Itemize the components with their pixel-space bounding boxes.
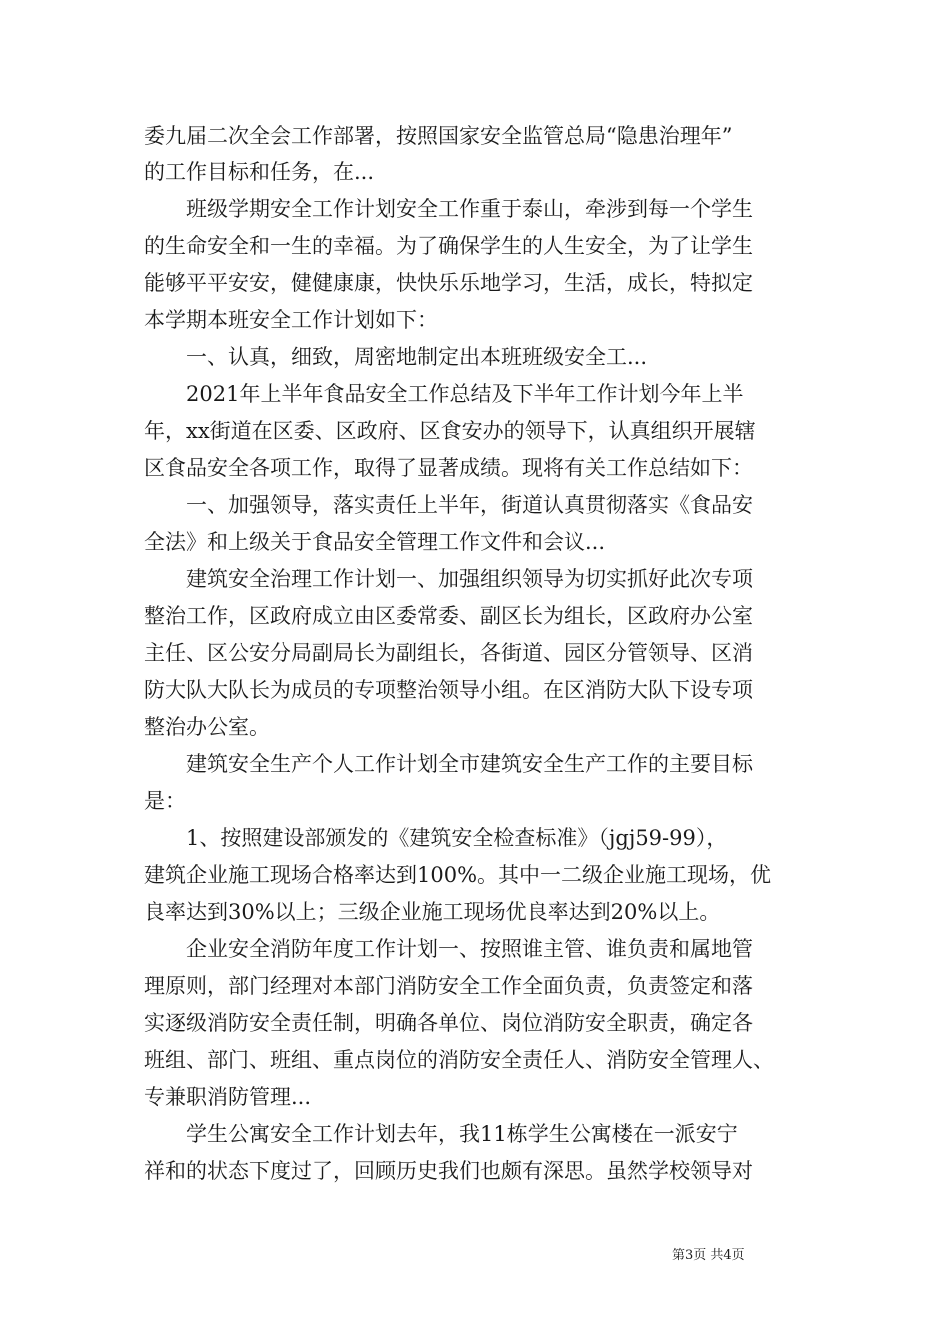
text-line: 祥和的状态下度过了，回顾历史我们也颇有深思。虽然学校领导对 bbox=[144, 1159, 753, 1183]
text-line: 委九届二次全会工作部署，按照国家安全监管总局“隐患治理年” bbox=[144, 124, 733, 148]
text-line: 区食品安全各项工作，取得了显著成绩。现将有关工作总结如下： bbox=[144, 456, 753, 480]
text-line: 实逐级消防安全责任制，明确各单位、岗位消防安全职责，确定各 bbox=[144, 1011, 753, 1035]
text-line: 整治工作，区政府成立由区委常委、副区长为组长，区政府办公室 bbox=[144, 604, 753, 628]
text-line: 一、加强领导，落实责任上半年，街道认真贯彻落实《食品安 bbox=[144, 493, 753, 517]
text-line: 年，xx街道在区委、区政府、区食安办的领导下，认真组织开展辖 bbox=[144, 419, 756, 443]
text-line: 本学期本班安全工作计划如下： bbox=[144, 308, 438, 332]
text-line: 的生命安全和一生的幸福。为了确保学生的人生安全，为了让学生 bbox=[144, 234, 753, 258]
text-line: 整治办公室。 bbox=[144, 715, 270, 739]
text-line: 1、按照建设部颁发的《建筑安全检查标准》（jgj59-99）， bbox=[144, 826, 728, 850]
text-line: 全法》和上级关于食品安全管理工作文件和会议... bbox=[144, 530, 606, 554]
text-line: 理原则，部门经理对本部门消防安全工作全面负责，负责签定和落 bbox=[144, 974, 753, 998]
text-line: 企业安全消防年度工作计划一、按照谁主管、谁负责和属地管 bbox=[144, 937, 753, 961]
text-line: 一、认真，细致，周密地制定出本班班级安全工... bbox=[144, 345, 648, 369]
text-line: 防大队大队长为成员的专项整治领导小组。在区消防大队下设专项 bbox=[144, 678, 753, 702]
text-line: 的工作目标和任务，在... bbox=[144, 160, 375, 184]
text-line: 班组、部门、班组、重点岗位的消防安全责任人、消防安全管理人、 bbox=[144, 1048, 774, 1072]
text-line: 是： bbox=[144, 789, 186, 813]
text-line: 2021年上半年食品安全工作总结及下半年工作计划今年上半 bbox=[144, 382, 744, 406]
text-line: 建筑安全生产个人工作计划全市建筑安全生产工作的主要目标 bbox=[144, 752, 753, 776]
text-line: 主任、区公安分局副局长为副组长，各街道、园区分管领导、区消 bbox=[144, 641, 753, 665]
text-line: 专兼职消防管理... bbox=[144, 1085, 312, 1109]
page-number-footer: 第3页 共4页 bbox=[672, 1248, 745, 1263]
text-line: 建筑企业施工现场合格率达到100%。其中一二级企业施工现场，优 bbox=[144, 863, 772, 887]
text-line: 良率达到30%以上；三级企业施工现场优良率达到20%以上。 bbox=[144, 900, 721, 924]
text-line: 能够平平安安，健健康康，快快乐乐地学习，生活，成长，特拟定 bbox=[144, 271, 753, 295]
text-line: 班级学期安全工作计划安全工作重于泰山，牵涉到每一个学生 bbox=[144, 197, 753, 221]
text-line: 建筑安全治理工作计划一、加强组织领导为切实抓好此次专项 bbox=[144, 567, 753, 591]
text-line: 学生公寓安全工作计划去年，我11栋学生公寓楼在一派安宁 bbox=[144, 1122, 738, 1146]
